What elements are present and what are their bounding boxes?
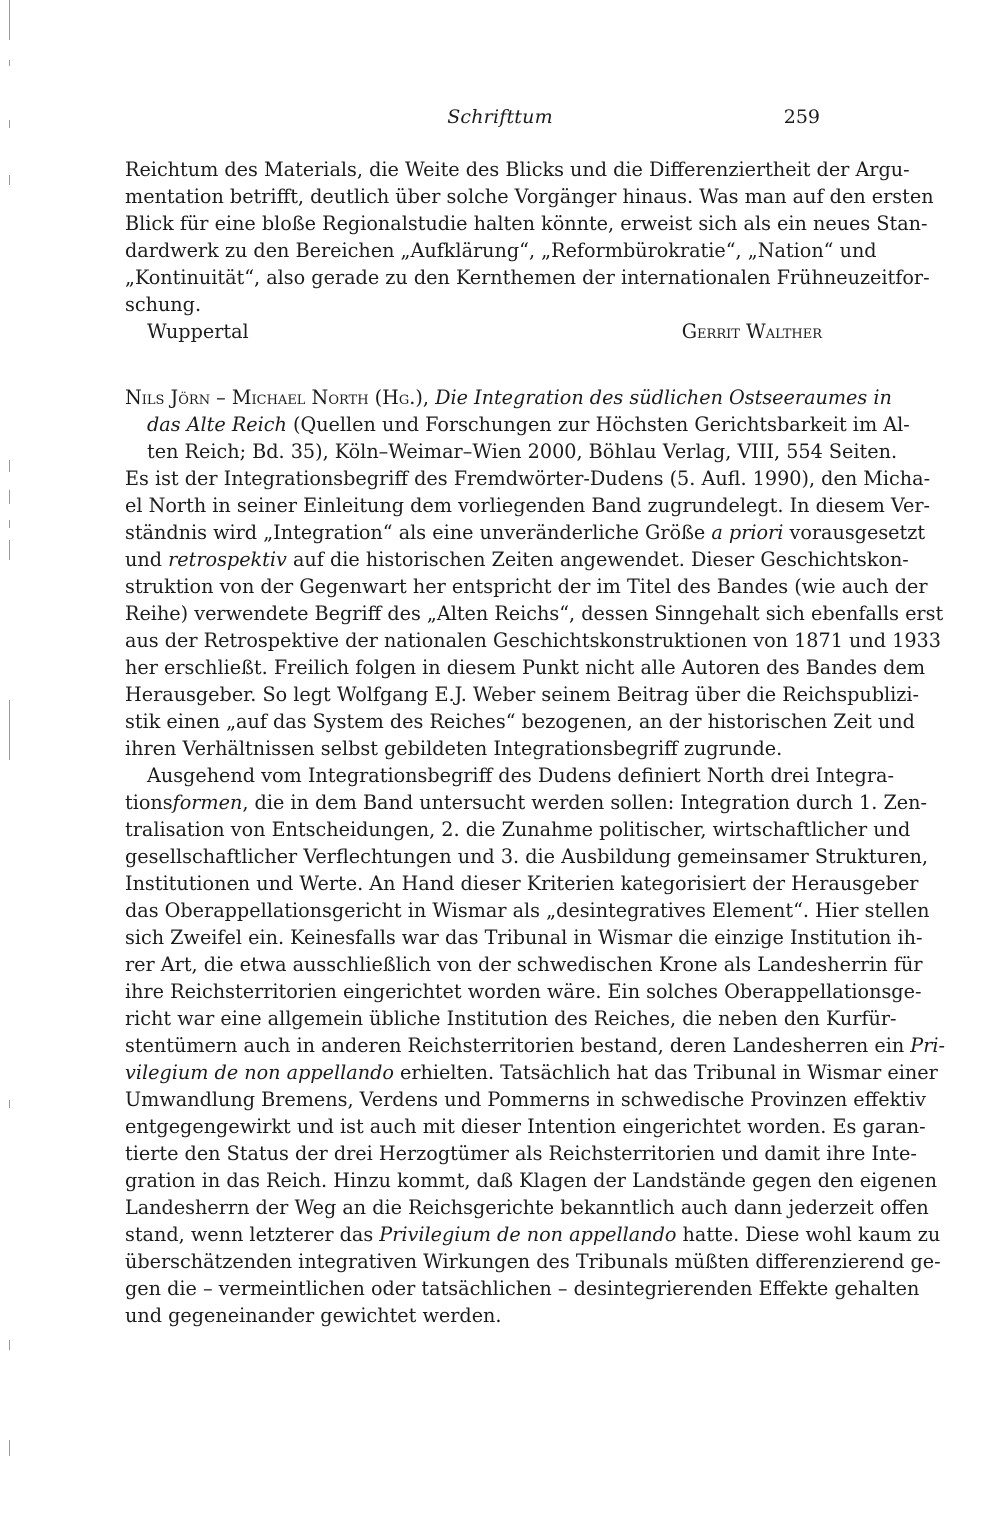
text-line: Ausgehend vom Integrationsbegriff des Dudens definiert North drei Integra- bbox=[147, 764, 894, 787]
text-line: struktion von der Gegenwart her entspricht der im Titel des Bandes (wie auch der bbox=[125, 575, 928, 598]
text-line: Blick für eine bloße Regionalstudie halten könnte, erweist sich als ein neues Stan- bbox=[125, 212, 928, 235]
text-line: gen die – vermeintlichen oder tatsächlichen – desintegrierenden Effekte gehalten bbox=[125, 1277, 920, 1300]
text-line bbox=[125, 519, 926, 546]
text-line bbox=[125, 1032, 945, 1059]
text-run: ständnis wird „Integration“ als eine unveränderliche Größe bbox=[125, 521, 712, 544]
scan-edge-mark bbox=[9, 175, 10, 185]
scan-edge-mark bbox=[9, 1340, 10, 1350]
reviewer-place: Wuppertal bbox=[147, 320, 249, 343]
text-run: auf die historischen Zeiten angewendet. Dieser Geschichtskon- bbox=[286, 548, 909, 571]
text-line: Institutionen und Werte. An Hand dieser Kriterien kategorisiert der Herausgeber bbox=[125, 872, 919, 895]
text-run: , die in dem Band untersucht werden sollen: Integration durch 1. Zen- bbox=[242, 791, 927, 814]
italic-run: formen bbox=[172, 791, 243, 814]
scan-edge-mark bbox=[9, 1440, 10, 1456]
text-line: tralisation von Entscheidungen, 2. die Zunahme politischer, wirtschaftlicher und bbox=[125, 818, 911, 841]
bibliographic-citation bbox=[125, 384, 910, 465]
citation-line bbox=[125, 411, 910, 438]
scan-edge-mark bbox=[9, 60, 10, 66]
text-line: Es ist der Integrationsbegriff des Fremdwörter-Dudens (5. Aufl. 1990), den Micha- bbox=[125, 467, 931, 490]
scan-edge-mark bbox=[9, 1100, 10, 1108]
scan-edge-mark bbox=[9, 490, 10, 504]
page-number: 259 bbox=[783, 106, 820, 128]
scan-edge-mark bbox=[9, 540, 10, 560]
previous-review-ending bbox=[125, 156, 934, 345]
italic-run: Privilegium de non appellando bbox=[379, 1223, 677, 1246]
running-head-title: Schrifttum bbox=[447, 106, 553, 128]
text-run: hatte. Diese wohl kaum zu bbox=[676, 1223, 941, 1246]
italic-run: a priori bbox=[711, 521, 784, 544]
text-line: stik einen „auf das System des Reiches“ bezogenen, an der historischen Zeit und bbox=[125, 710, 915, 733]
text-line: Landesherrn der Weg an die Reichsgerichte bekanntlich auch dann jederzeit offen bbox=[125, 1196, 929, 1219]
text-line: gesellschaftlicher Verflechtungen und 3. die Ausbildung gemeinsamer Strukturen, bbox=[125, 845, 928, 868]
text-line: entgegengewirkt und ist auch mit dieser Intention eingerichtet worden. Es garan- bbox=[125, 1115, 926, 1138]
text-run: und bbox=[125, 548, 169, 571]
text-line: „Kontinuität“, also gerade zu den Kernthemen der internationalen Frühneuzeitfor- bbox=[125, 266, 930, 289]
text-line: aus der Retrospektive der nationalen Geschichtskonstruktionen von 1871 und 1933 bbox=[125, 629, 941, 652]
paragraph bbox=[125, 465, 944, 762]
text-line: her erschließt. Freilich folgen in diesem Punkt nicht alle Autoren des Bandes dem bbox=[125, 656, 926, 679]
text-line: überschätzenden integrativen Wirkungen des Tribunals müßten differenzierend ge- bbox=[125, 1250, 941, 1273]
citation-title: das Alte Reich bbox=[147, 413, 287, 436]
citation-series: (Quellen und Forschungen zur Höchsten Gerichtsbarkeit im Al- bbox=[286, 413, 910, 436]
italic-run: retrospektiv bbox=[168, 548, 287, 571]
citation-authors: Nils Jörn – Michael North (Hg.), bbox=[125, 386, 429, 409]
text-line: ihren Verhältnissen selbst gebildeten Integrationsbegriff zugrunde. bbox=[125, 737, 783, 760]
text-line: und gegeneinander gewichtet werden. bbox=[125, 1304, 502, 1327]
text-line: mentation betrifft, deutlich über solche Vorgänger hinaus. Was man auf den ersten bbox=[125, 185, 934, 208]
review-signature bbox=[125, 318, 822, 345]
text-line: Herausgeber. So legt Wolfgang E.J. Weber seinem Beitrag über die Reichspublizi- bbox=[125, 683, 920, 706]
text-run: stand, wenn letzterer das bbox=[125, 1223, 380, 1246]
italic-run: vilegium de non appellando bbox=[125, 1061, 394, 1084]
text-line: el North in seiner Einleitung dem vorliegenden Band zugrundelegt. In diesem Ver- bbox=[125, 494, 930, 517]
text-line: gration in das Reich. Hinzu kommt, daß Klagen der Landstände gegen den eigenen bbox=[125, 1169, 938, 1192]
reviewer-name: Gerrit Walther bbox=[681, 320, 822, 343]
text-line: rer Art, die etwa ausschließlich von der schwedischen Krone als Landesherrin für bbox=[125, 953, 923, 976]
scan-edge-mark bbox=[9, 460, 10, 472]
paragraph bbox=[125, 762, 945, 1329]
text-line bbox=[125, 546, 909, 573]
text-line: richt war eine allgemein übliche Institution des Reiches, die neben den Kurfür- bbox=[125, 1007, 897, 1030]
text-line: Reihe) verwendete Begriff des „Alten Reichs“, dessen Sinngehalt sich ebenfalls erst bbox=[125, 602, 944, 625]
text-run: tions bbox=[125, 791, 173, 814]
italic-run: Pri- bbox=[910, 1034, 945, 1057]
scan-edge-mark bbox=[9, 700, 10, 760]
text-line bbox=[125, 1059, 938, 1086]
scan-edge-mark bbox=[9, 520, 10, 528]
text-line: sich Zweifel ein. Keinesfalls war das Tribunal in Wismar die einzige Institution ih- bbox=[125, 926, 923, 949]
text-line: Reichtum des Materials, die Weite des Blicks und die Differenziertheit der Argu- bbox=[125, 158, 910, 181]
text-line: das Oberappellationsgericht in Wismar als „desintegratives Element“. Hier stellen bbox=[125, 899, 930, 922]
citation-title: Die Integration des südlichen Ostseeraumes in bbox=[435, 386, 892, 409]
citation-line: ten Reich; Bd. 35), Köln–Weimar–Wien 2000, Böhlau Verlag, VIII, 554 Seiten. bbox=[147, 440, 898, 463]
citation-line bbox=[125, 384, 892, 411]
text-run: vorausgesetzt bbox=[783, 521, 926, 544]
text-line bbox=[125, 789, 927, 816]
text-line: ihre Reichsterritorien eingerichtet worden wäre. Ein solches Oberappellationsge- bbox=[125, 980, 922, 1003]
text-line bbox=[125, 1221, 941, 1248]
book-review bbox=[125, 384, 945, 1329]
scan-edge-mark bbox=[9, 0, 10, 40]
text-run: erhielten. Tatsächlich hat das Tribunal in Wismar einer bbox=[393, 1061, 938, 1084]
text-line: tierte den Status der drei Herzogtümer als Reichsterritorien und damit ihre Inte- bbox=[125, 1142, 917, 1165]
text-line: Umwandlung Bremens, Verdens und Pommerns in schwedische Provinzen effektiv bbox=[125, 1088, 926, 1111]
text-line: dardwerk zu den Bereichen „Aufklärung“, „Reformbürokratie“, „Nation“ und bbox=[125, 239, 877, 262]
text-line: schung. bbox=[125, 293, 202, 316]
text-run: stentümern auch in anderen Reichsterritorien bestand, deren Landesherren ein bbox=[125, 1034, 911, 1057]
